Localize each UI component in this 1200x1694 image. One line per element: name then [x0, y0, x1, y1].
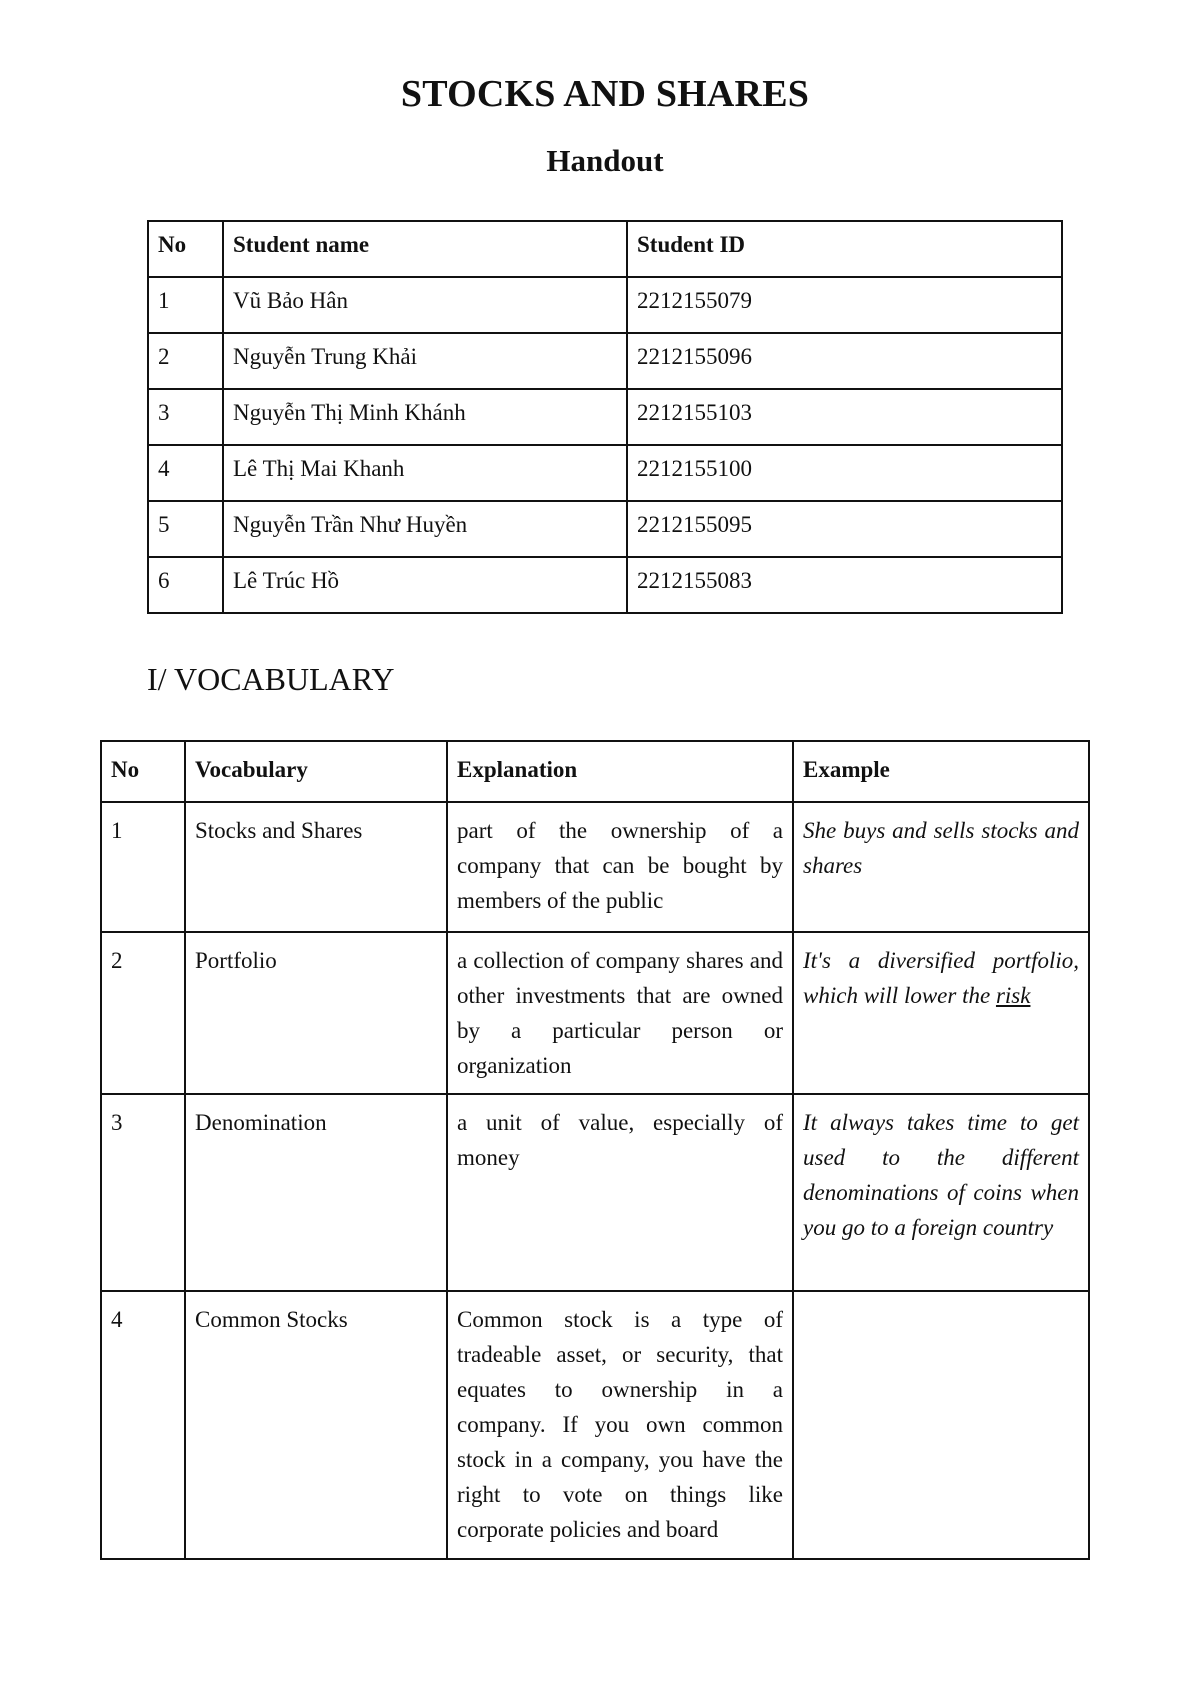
table-row [148, 557, 1062, 613]
column-header-student-id: Student ID [627, 221, 1062, 277]
column-header-student-name: Student name [223, 221, 627, 277]
vocab-example-underlined-word: risk [995, 983, 1031, 1008]
student-name: Nguyễn Trung Khải [223, 333, 627, 389]
student-table-header-row [148, 221, 1062, 277]
section-heading-vocabulary: I/ VOCABULARY [147, 661, 395, 697]
column-header-no: No [148, 221, 223, 277]
table-row [101, 802, 1089, 932]
vocab-no: 1 [101, 802, 185, 932]
page-subtitle: Handout [546, 143, 664, 178]
table-row [101, 932, 1089, 1094]
student-table [147, 220, 1063, 614]
table-row [148, 277, 1062, 333]
student-no: 4 [148, 445, 223, 501]
table-row [148, 445, 1062, 501]
column-header-explanation: Explanation [447, 741, 793, 802]
student-no: 2 [148, 333, 223, 389]
student-id: 2212155100 [627, 445, 1062, 501]
table-row [148, 501, 1062, 557]
vocab-no: 4 [101, 1291, 185, 1559]
student-no: 1 [148, 277, 223, 333]
vocab-word: Denomination [185, 1094, 447, 1291]
student-name: Lê Thị Mai Khanh [223, 445, 627, 501]
vocab-word: Stocks and Shares [185, 802, 447, 932]
vocab-explanation: a unit of value, especially of money [447, 1094, 793, 1291]
column-header-vocabulary: Vocabulary [185, 741, 447, 802]
vocab-word: Portfolio [185, 932, 447, 1094]
vocabulary-table [100, 740, 1090, 1560]
table-row [148, 333, 1062, 389]
student-name: Nguyễn Thị Minh Khánh [223, 389, 627, 445]
table-row [101, 1291, 1089, 1559]
student-id: 2212155095 [627, 501, 1062, 557]
vocab-example: She buys and sells stocks and shares [793, 802, 1089, 932]
vocab-explanation: a collection of company shares and other investments that are owned by a particular person or organization [447, 932, 793, 1094]
vocab-explanation: part of the ownership of a company that can be bought by members of the public [447, 802, 793, 932]
vocab-explanation: Common stock is a type of tradeable asset, or security, that equates to ownership in a company. If you own common stock in a company, you have the right to vote on things like corporate policies and board [447, 1291, 793, 1559]
student-id: 2212155079 [627, 277, 1062, 333]
student-id: 2212155096 [627, 333, 1062, 389]
vocab-example [793, 1291, 1089, 1559]
table-row [148, 389, 1062, 445]
vocab-no: 2 [101, 932, 185, 1094]
student-id: 2212155083 [627, 557, 1062, 613]
student-id: 2212155103 [627, 389, 1062, 445]
column-header-no: No [101, 741, 185, 802]
vocab-example: It always takes time to get used to the different denominations of coins when you go to a foreign country [793, 1094, 1089, 1291]
vocab-word: Common Stocks [185, 1291, 447, 1559]
vocabulary-table-header-row [101, 741, 1089, 802]
student-no: 5 [148, 501, 223, 557]
student-no: 3 [148, 389, 223, 445]
student-name: Vũ Bảo Hân [223, 277, 627, 333]
vocab-example-text: It's a diversified portfolio, which will lower the [803, 948, 1079, 1008]
page-title: STOCKS AND SHARES [400, 73, 810, 115]
table-row [101, 1094, 1089, 1291]
vocab-no: 3 [101, 1094, 185, 1291]
vocab-example [793, 932, 1089, 1094]
student-name: Lê Trúc Hồ [223, 557, 627, 613]
student-no: 6 [148, 557, 223, 613]
student-name: Nguyễn Trần Như Huyền [223, 501, 627, 557]
column-header-example: Example [793, 741, 1089, 802]
